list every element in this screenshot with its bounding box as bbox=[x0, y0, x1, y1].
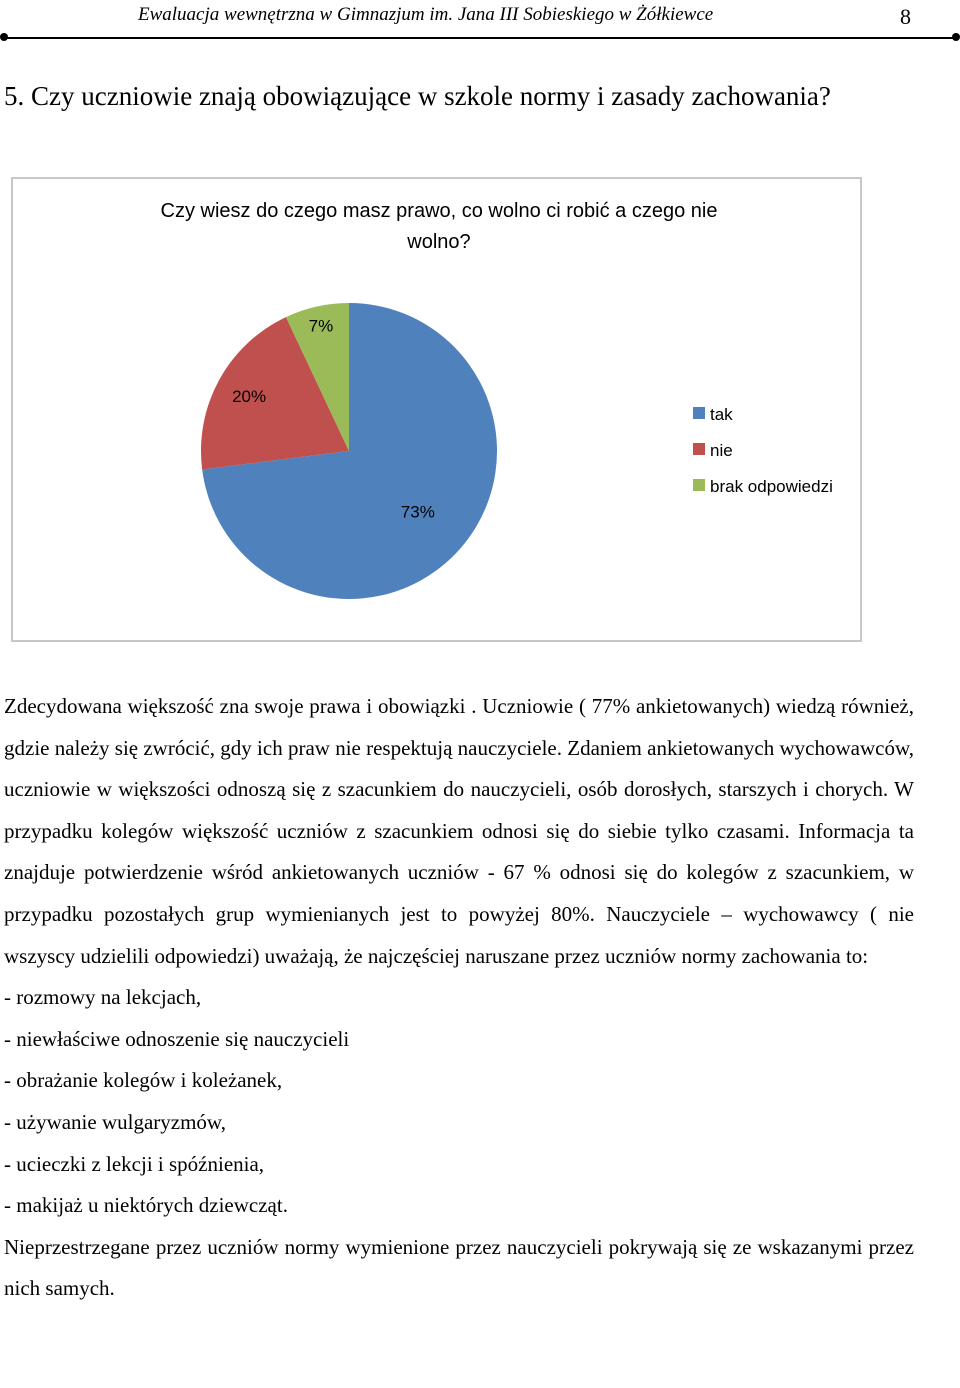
chart-title-line: Czy wiesz do czego masz prawo, co wolno ci robić a czego nie bbox=[160, 200, 718, 222]
pie-chart-svg bbox=[13, 179, 864, 644]
legend-swatch bbox=[693, 479, 705, 491]
header-rule bbox=[4, 37, 956, 39]
chart-title-line: wolno? bbox=[407, 231, 471, 253]
legend-label: nie bbox=[710, 441, 733, 460]
legend-label: brak odpowiedzi bbox=[710, 477, 833, 496]
rule-dot-right bbox=[952, 33, 960, 41]
list-item: - makijaż u niektórych dziewcząt. bbox=[4, 1193, 288, 1218]
legend-swatch bbox=[693, 407, 705, 419]
header-title: Ewaluacja wewnętrzna w Gimnazjum im. Jana III Sobieskiego w Żółkiewce bbox=[138, 4, 714, 25]
body-paragraph: Zdecydowana większość zna swoje prawa i obowiązki . Uczniowie ( 77% ankietowanych) wiedzą również, gdzie należy się zwrócić, gdy ich praw nie respektują nauczyciele. Zdaniem ankietowanych wychowawców, uczniowie w większości odnoszą się z szacunkiem do nauczycieli, osób dorosłych, starszych i chorych. W przypadku kolegów większość uczniów z szacunkiem odnosi się do siebie tylko czasami. Informacja ta znajduje potwierdzenie wśród ankietowanych uczniów - 67 % odnosi się do kolegów z szacunkiem, w przypadku pozostałych grup wymienianych jest to powyżej 80%. Nauczyciele – wychowawcy ( nie wszyscy udzielili odpowiedzi) uważają, że najczęściej naruszane przez uczniów normy zachowania to: bbox=[4, 694, 915, 968]
pie-data-label: 73% bbox=[400, 502, 435, 522]
list-item: - używanie wulgaryzmów, bbox=[4, 1109, 226, 1134]
rule-dot-left bbox=[0, 33, 8, 41]
list-item: - ucieczki z lekcji i spóźnienia, bbox=[4, 1151, 265, 1176]
pie-chart bbox=[11, 177, 862, 642]
page-number: 8 bbox=[900, 4, 911, 29]
legend-label: tak bbox=[710, 405, 733, 424]
list-item: - niewłaściwe odnoszenie się nauczycieli bbox=[4, 1026, 350, 1051]
list-item: - rozmowy na lekcjach, bbox=[4, 985, 202, 1010]
pie-data-label: 7% bbox=[308, 316, 334, 336]
list-item: - obrażanie kolegów i koleżanek, bbox=[4, 1068, 283, 1093]
page-header bbox=[0, 0, 960, 44]
pie-data-label: 20% bbox=[232, 387, 267, 407]
body-text bbox=[4, 686, 914, 1310]
violations-list bbox=[4, 977, 914, 1227]
closing-paragraph: Nieprzestrzegane przez uczniów normy wymienione przez nauczycieli pokrywają się ze wskazanymi przez nich samych. bbox=[4, 1234, 914, 1301]
section-heading: 5. Czy uczniowie znają obowiązujące w szkole normy i zasady zachowania? bbox=[4, 81, 831, 111]
legend-swatch bbox=[693, 443, 705, 455]
